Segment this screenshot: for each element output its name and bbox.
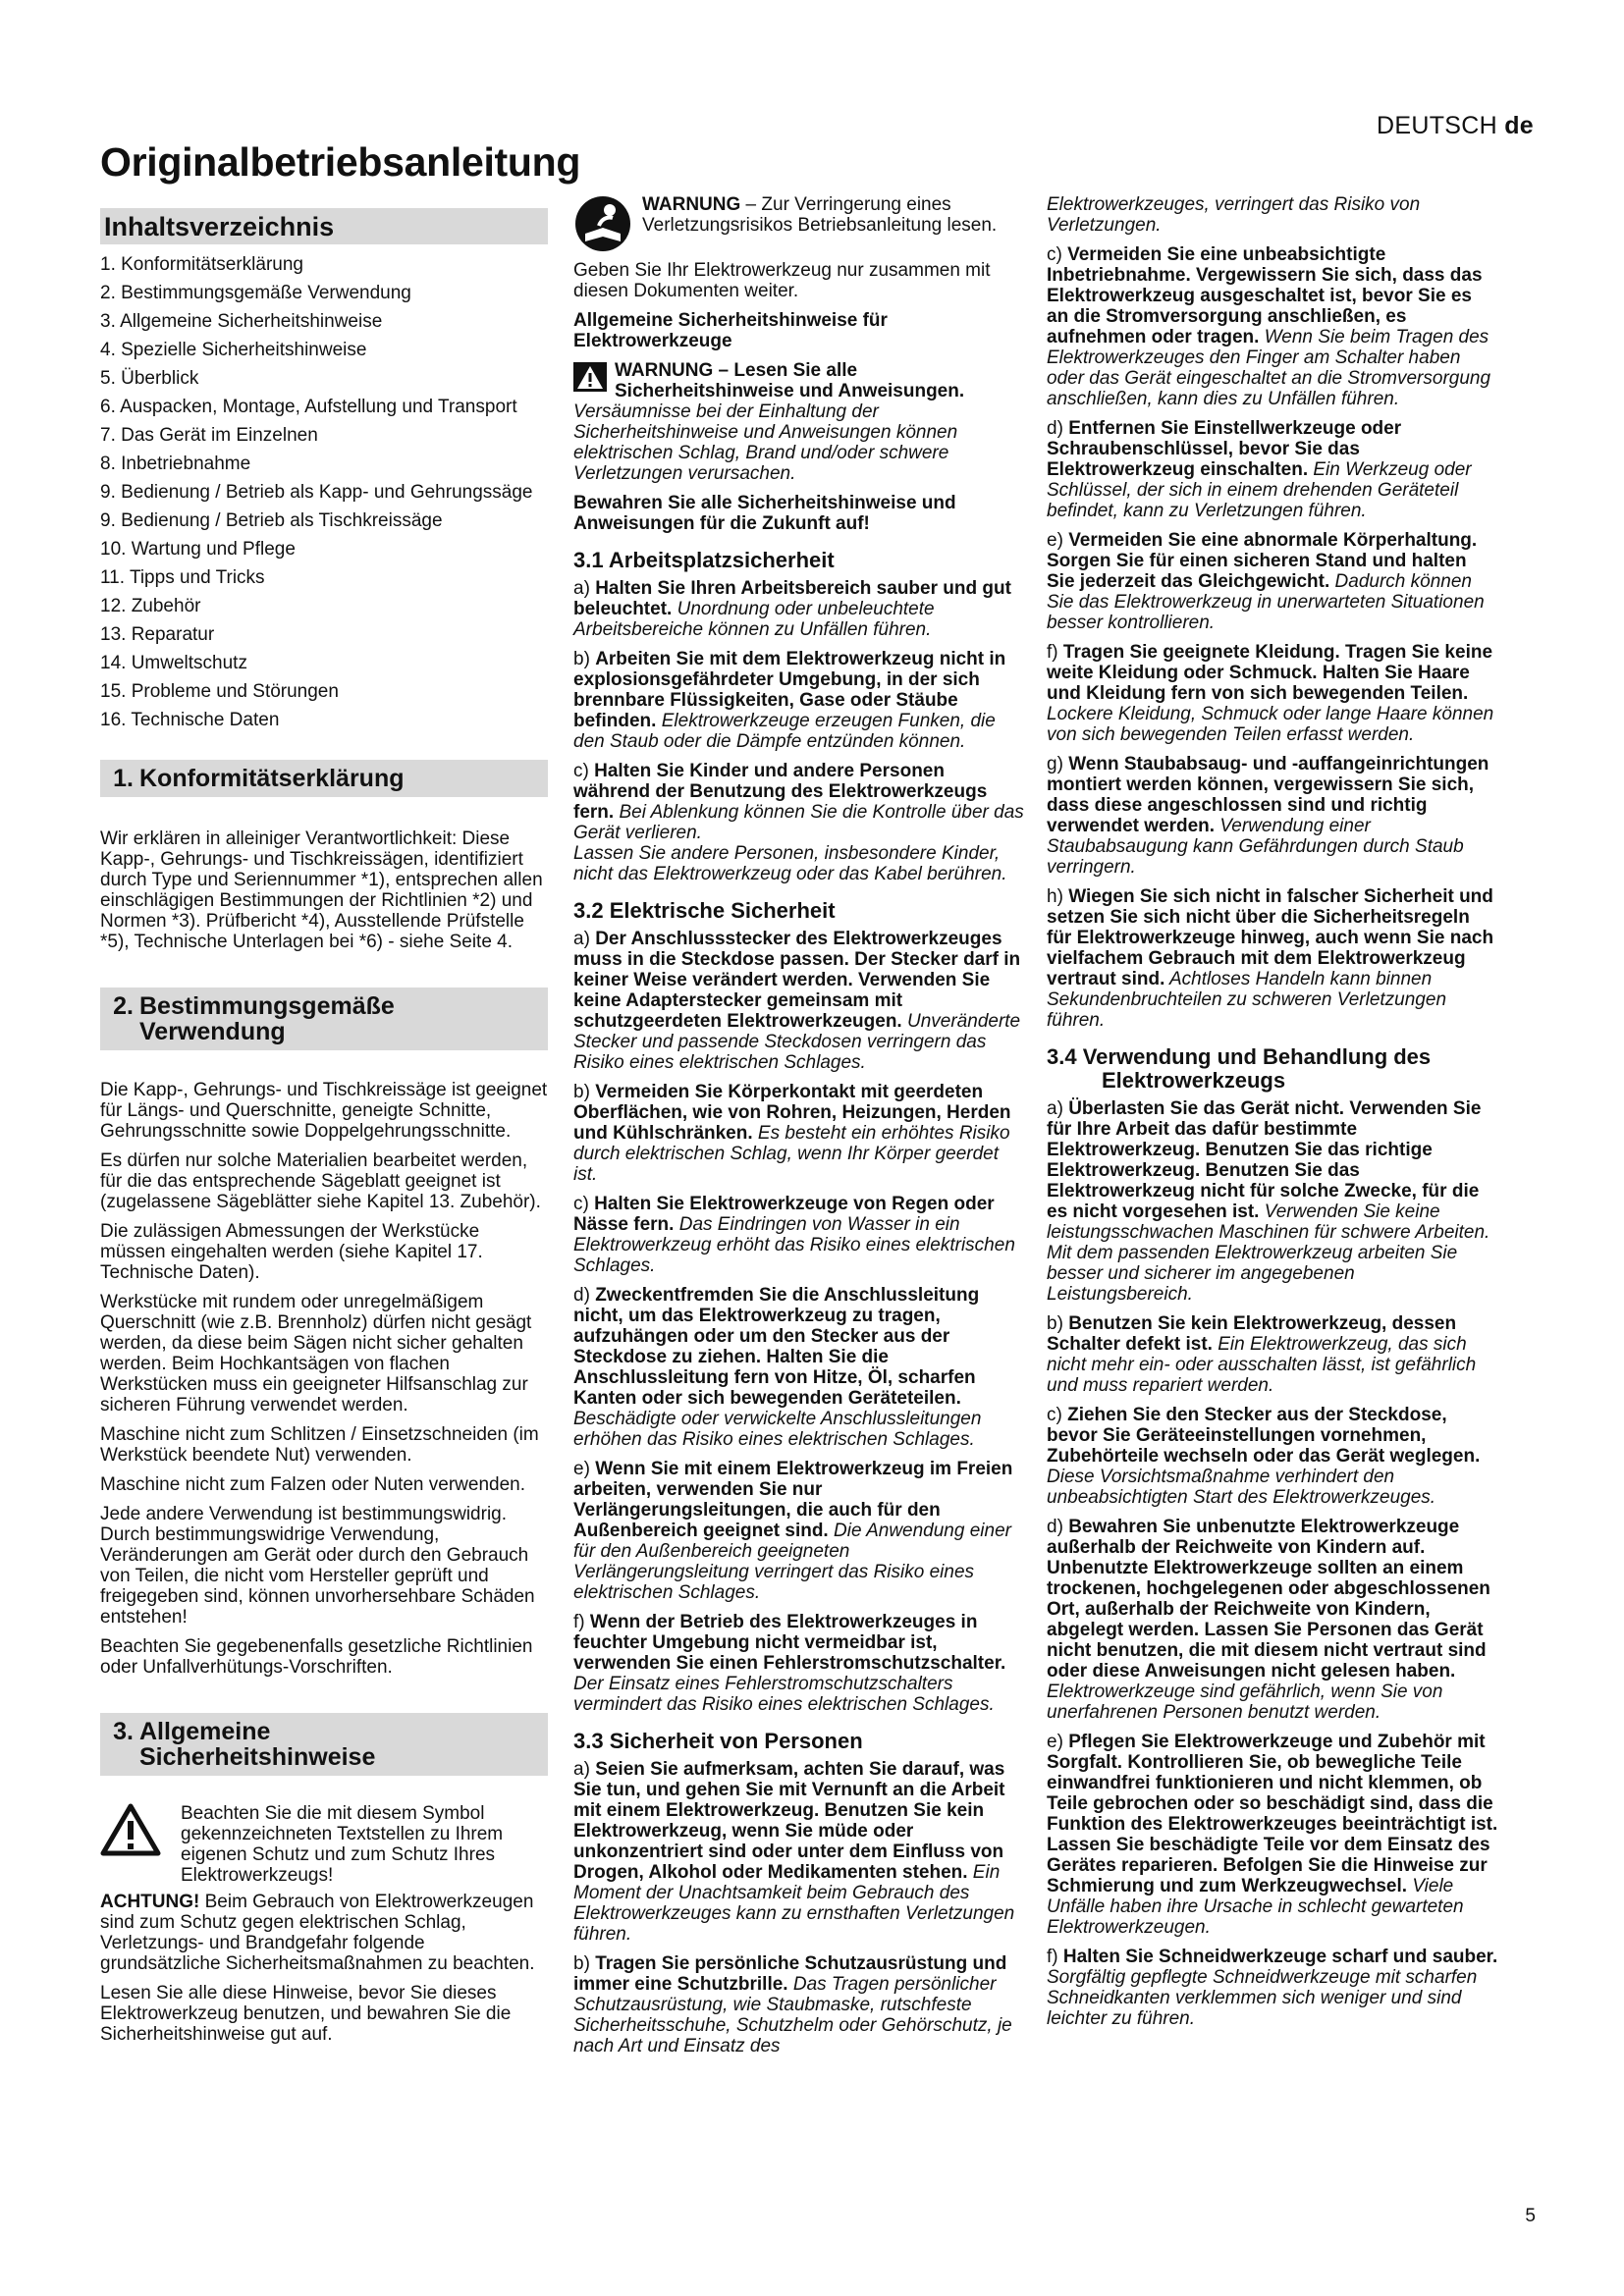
read-all-text: Lesen Sie alle diese Hinweise, bevor Sie dieses Elektrowerkzeug benutzen, und bewahren Sie die Sicherheitshinweise gut auf.	[100, 1983, 512, 2045]
item-letter: b)	[573, 1953, 596, 1974]
toc-item: 9. Bedienung / Betrieb als Tischkreissäge	[100, 510, 443, 531]
general-safety-heading: Allgemeine Sicherheitshinweise für Elektrowerkzeuge	[573, 310, 888, 351]
safety-item	[1047, 642, 1498, 745]
item-bold-text: Seien Sie aufmerksam, achten Sie darauf, was Sie tun, und gehen Sie mit Vernunft an die Arbeit mit einem Elektrowerkzeug. Benutzen Sie kein Elektrowerkzeug, wenn Sie müde oder unkonzentriert sind oder unter dem Einfluss von Drogen, Alkohol oder Medikamenten stehen.	[573, 1759, 1005, 1883]
toc-item: 11. Tipps und Tricks	[100, 567, 265, 588]
item-italic-text: Achtloses Handeln kann binnen Sekundenbruchteilen zu schweren Verletzungen führen.	[1047, 969, 1447, 1031]
intended-use-paragraph: Werkstücke mit rundem oder unregelmäßigem Querschnitt (wie z.B. Brennholz) dürfen nicht gesägt werden, da diese beim Sägen nicht sicher gehalten werden. Beim Hochkantsägen von flachen Werkstücken muss ein geeigneter Hilfsanschlag zur sicheren Führung verwendet werden.	[100, 1292, 532, 1415]
column-1	[100, 194, 548, 2054]
intended-use-paragraph: Die zulässigen Abmessungen der Werkstücke müssen eingehalten werden (siehe Kapitel 17. Technische Daten).	[100, 1221, 483, 1283]
section-3-1-items	[573, 578, 1025, 843]
item-bold-text: Wenn Sie mit einem Elektrowerkzeug im Freien arbeiten, verwenden Sie nur Verlängerungsleitungen, die auch für den Außenbereich geeignet sind.	[573, 1459, 1013, 1541]
column-3	[1047, 194, 1498, 2038]
column-2	[573, 194, 1025, 2065]
intended-use-paragraph: Jede andere Verwendung ist bestimmungswidrig. Durch bestimmungswidrige Verwendung, Veränderungen am Gerät oder durch den Gebrauch von Teilen, die nicht vom Hersteller geprüft und freigegeben sind, können unvorhersehbare Schäden entstehen!	[100, 1504, 535, 1628]
safety-item	[1047, 1517, 1498, 1723]
section-title-line-1: Bestimmungsgemäße	[139, 992, 395, 1020]
item-italic-text: Sorgfältig gepflegte Schneidwerkzeuge mit scharfen Schneidkanten verklemmen sich weniger und sind leichter zu führen.	[1047, 1967, 1478, 2029]
warning-triangle-icon	[573, 362, 607, 397]
toc-item: 5. Überblick	[100, 368, 199, 389]
item-italic-text: Wenn Sie beim Tragen des Elektrowerkzeuges den Finger am Schalter haben oder das Gerät eingeschaltet an die Stromversorgung anschließen, kann dies zu Unfällen führen.	[1047, 327, 1491, 409]
safety-item	[573, 649, 1025, 752]
document-title: Originalbetriebsanleitung	[100, 139, 581, 185]
item-bold-text: Pflegen Sie Elektrowerkzeuge und Zubehör mit Sorgfalt. Kontrollieren Sie, ob bewegliche Teile einwandfrei funktionieren und nicht klemmen, ob Teile gebrochen oder so beschädigt sind, dass die Funktion des Elektrowerkzeuges beeinträchtigt ist. Lassen Sie beschädigte Teile vor dem Einsatz des Gerätes reparieren. Befolgen Sie die Hinweise zur Schmierung und zum Werkzeugwechsel.	[1047, 1732, 1498, 1896]
item-italic-text: Diese Vorsichtsmaßnahme verhindert den unbeabsichtigten Start des Elektrowerkzeuges.	[1047, 1467, 1436, 1508]
item-italic-text: Verwenden Sie keine leistungsschwachen Maschinen für schwere Arbeiten. Mit dem passenden Elektrowerkzeug arbeiten Sie besser und sicherer im angegebenen Leistungsbereich.	[1047, 1201, 1490, 1305]
item-italic-text: Unveränderte Stecker und passende Steckdosen verringern das Risiko eines elektrischen Schlages.	[573, 1011, 1021, 1073]
language-name: DEUTSCH	[1377, 112, 1497, 139]
warning-label: WARNUNG	[642, 194, 741, 215]
section-title: Konformitätserklärung	[139, 765, 405, 792]
item-letter: a)	[1047, 1098, 1069, 1119]
item-letter: b)	[573, 1082, 596, 1102]
toc-item: 10. Wartung und Pflege	[100, 539, 296, 560]
warning-text: – Zur Verringerung eines Verletzungsrisikos Betriebsanleitung lesen.	[642, 194, 998, 236]
pass-on-text: Geben Sie Ihr Elektrowerkzeug nur zusammen mit diesen Dokumenten weiter.	[573, 260, 991, 301]
section-number: 3.	[113, 1718, 134, 1745]
item-letter: a)	[573, 929, 596, 949]
intended-use-text	[100, 1080, 548, 1678]
section-3-2-items	[573, 929, 1025, 1715]
item-letter: f)	[1047, 642, 1063, 663]
item-letter: b)	[573, 649, 596, 669]
achtung-paragraph	[100, 1892, 548, 1974]
toc-item: 12. Zubehör	[100, 596, 201, 616]
section-2-heading	[100, 988, 548, 1050]
item-italic-text: Es besteht ein erhöhtes Risiko durch elektrischen Schlag, wenn Ihr Körper geerdet ist.	[573, 1123, 1010, 1185]
section-title-line-1: Allgemeine	[139, 1718, 271, 1745]
item-italic-text: Unordnung oder unbeleuchtete Arbeitsbereiche können zu Unfällen führen.	[573, 599, 935, 640]
item-italic-text: Dadurch können Sie das Elektrowerkzeug in unerwarteten Situationen besser kontrollieren.	[1047, 571, 1485, 633]
safety-item	[573, 1759, 1025, 1945]
item-italic-text: Das Tragen persönlicher Schutzausrüstung, wie Staubmaske, rutschfeste Sicherheitsschuhe, Schutzhelm oder Gehörschutz, je nach Art und Einsatz des	[573, 1974, 1012, 2056]
conformity-text: Wir erklären in alleiniger Verantwortlichkeit: Diese Kapp-, Gehrungs- und Tischkreissägen, identifiziert durch Type und Seriennummer *1), entsprechen allen einschlägigen Bestimmungen der Richtlinien *2) und Normen *3). Prüfbericht *4), Ausstellende Prüfstelle *5), Technische Unterlagen bei *6) - siehe Seite 4.	[100, 828, 543, 952]
intended-use-paragraph: Maschine nicht zum Falzen oder Nuten verwenden.	[100, 1474, 526, 1495]
section-3-3-heading: 3.3 Sicherheit von Personen	[573, 1729, 863, 1753]
safety-item	[1047, 754, 1498, 878]
section-3-1-extra: Lassen Sie andere Personen, insbesondere Kinder, nicht das Elektrowerkzeug oder das Kabel berühren.	[573, 843, 1007, 884]
section-3-2-heading: 3.2 Elektrische Sicherheit	[573, 898, 836, 923]
item-italic-text: Beschädigte oder verwickelte Anschlussleitungen erhöhen das Risiko eines elektrischen Schlages.	[573, 1409, 982, 1450]
language-label	[1377, 112, 1534, 140]
toc-item: 3. Allgemeine Sicherheitshinweise	[100, 311, 383, 332]
safety-item	[1047, 530, 1498, 633]
item-bold-text: Tragen Sie geeignete Kleidung. Tragen Sie keine weite Kleidung oder Schmuck. Halten Sie Haare und Kleidung fern von sich bewegenden Teilen.	[1047, 642, 1493, 704]
item-letter: g)	[1047, 754, 1069, 774]
item-bold-text: Tragen Sie persönliche Schutzausrüstung und immer eine Schutzbrille.	[573, 1953, 1007, 1995]
achtung-label: ACHTUNG!	[100, 1892, 200, 1912]
item-italic-text: Elektrowerkzeuge erzeugen Funken, die den Staub oder die Dämpfe entzünden können.	[573, 711, 996, 752]
item-bold-text: Überlasten Sie das Gerät nicht. Verwenden Sie für Ihre Arbeit das dafür bestimmte Elektrowerkzeug. Benutzen Sie das richtige Elektrowerkzeug. Benutzen Sie das Elektrowerkzeug nicht für solche Zwecke, für die es nicht vorgesehen ist.	[1047, 1098, 1482, 1222]
item-bold-text: Entfernen Sie Einstellwerkzeuge oder Schraubenschlüssel, bevor Sie das Elektrowerkzeug einschalten.	[1047, 418, 1402, 480]
section-title-line-1: 3.4 Verwendung und Behandlung des	[1047, 1044, 1432, 1069]
safety-item	[573, 1285, 1025, 1450]
safety-item	[1047, 1947, 1498, 2029]
intended-use-paragraph: Beachten Sie gegebenenfalls gesetzliche Richtlinien oder Unfallverhütungs-Vorschriften.	[100, 1636, 533, 1678]
item-italic-text: Das Eindringen von Wasser in ein Elektrowerkzeug erhöht das Risiko eines elektrischen Schlages.	[573, 1214, 1015, 1276]
section-number: 1.	[113, 765, 134, 792]
item-letter: c)	[1047, 1405, 1068, 1425]
intended-use-paragraph: Maschine nicht zum Schlitzen / Einsetzschneiden (im Werkstück beendete Nut) verwenden.	[100, 1424, 539, 1466]
item-bold-text: Arbeiten Sie mit dem Elektrowerkzeug nicht in explosionsgefährdeter Umgebung, in der sich brennbare Flüssigkeiten, Gase oder Stäube befinden.	[573, 649, 1006, 731]
section-1-heading	[100, 760, 548, 797]
intended-use-paragraph: Es dürfen nur solche Materialien bearbeitet werden, für die das entsprechende Sägeblatt geeignet ist (zugelassene Sägeblätter siehe Kapitel 13. Zubehör).	[100, 1150, 541, 1212]
toc-item: 1. Konformitätserklärung	[100, 254, 303, 275]
toc-item: 2. Bestimmungsgemäße Verwendung	[100, 283, 411, 303]
item-italic-text: Ein Werkzeug oder Schlüssel, der sich in einem drehenden Geräteteil befindet, kann zu Verletzungen führen.	[1047, 459, 1472, 521]
toc-item: 15. Probleme und Störungen	[100, 681, 339, 702]
item-letter: c)	[573, 1194, 595, 1214]
safety-item	[1047, 244, 1498, 409]
item-italic-text: Lockere Kleidung, Schmuck oder lange Haare können von sich bewegenden Teilen erfasst werden.	[1047, 704, 1494, 745]
safety-item	[573, 1612, 1025, 1715]
toc-item: 6. Auspacken, Montage, Aufstellung und Transport	[100, 397, 517, 417]
item-letter: d)	[1047, 418, 1069, 439]
item-letter: f)	[1047, 1947, 1063, 1967]
item-italic-text: Viele Unfälle haben ihre Ursache in schlecht gewarteten Elektrowerkzeugen.	[1047, 1876, 1464, 1938]
safety-item	[573, 1082, 1025, 1185]
manual-warning-text	[642, 194, 1025, 236]
read-manual-icon	[573, 194, 632, 258]
section-3-3-items-cont	[1047, 244, 1498, 1031]
item-bold-text: Halten Sie Schneidwerkzeuge scharf und sauber.	[1062, 1947, 1498, 1967]
item-bold-text: Halten Sie Elektrowerkzeuge von Regen oder Nässe fern.	[573, 1194, 995, 1235]
item-letter: d)	[573, 1285, 596, 1306]
item-italic-text: Elektrowerkzeuge sind gefährlich, wenn Sie von unerfahrenen Personen benutzt werden.	[1047, 1682, 1443, 1723]
item-letter: c)	[1047, 244, 1068, 265]
safety-item	[573, 929, 1025, 1073]
section-title-line-2: Elektrowerkzeugs	[1102, 1068, 1286, 1093]
item-bold-text: Ziehen Sie den Stecker aus der Steckdose, bevor Sie Geräteeinstellungen vornehmen, Zubehörteile wechseln oder das Gerät weglegen.	[1047, 1405, 1481, 1467]
language-code: de	[1504, 112, 1534, 139]
toc-item: 4. Spezielle Sicherheitshinweise	[100, 340, 367, 360]
item-letter: a)	[573, 578, 596, 599]
item-bold-text: Wiegen Sie sich nicht in falscher Sicherheit und setzen Sie sich nicht über die Sicherheitsregeln für Elektrowerkzeuge hinweg, auch wenn Sie nach vielfachem Gebrauch mit dem Elektrowerkzeug vertraut sind.	[1047, 886, 1494, 989]
item-bold-text: Halten Sie Ihren Arbeitsbereich sauber und gut beleuchtet.	[573, 578, 1011, 619]
item-letter: c)	[573, 761, 595, 781]
safety-item	[1047, 1732, 1498, 1938]
item-bold-text: Benutzen Sie kein Elektrowerkzeug, dessen Schalter defekt ist.	[1047, 1313, 1457, 1355]
section-3-1-heading: 3.1 Arbeitsplatzsicherheit	[573, 548, 835, 572]
page-number: 5	[1525, 2206, 1536, 2226]
table-of-contents	[100, 254, 548, 730]
item-bold-text: Vermeiden Sie Körperkontakt mit geerdeten Oberflächen, wie von Rohren, Heizungen, Herden und Kühlschränken.	[573, 1082, 1011, 1144]
item-letter: f)	[573, 1612, 590, 1632]
safety-item	[1047, 1405, 1498, 1508]
toc-item: 14. Umweltschutz	[100, 653, 247, 673]
safety-item	[573, 578, 1025, 640]
item-bold-text: Halten Sie Kinder und andere Personen während der Benutzung des Elektrowerkzeugs fern.	[573, 761, 988, 823]
keep-instructions-text: Bewahren Sie alle Sicherheitshinweise und Anweisungen für die Zukunft auf!	[573, 493, 956, 534]
toc-item: 7. Das Gerät im Einzelnen	[100, 425, 318, 446]
warning-triangle-icon	[100, 1803, 161, 1861]
item-italic-text: Ein Elektrowerkzeug, das sich nicht mehr ein- oder ausschalten lässt, ist gefährlich und muss repariert werden.	[1047, 1334, 1477, 1396]
toc-item: 9. Bedienung / Betrieb als Kapp- und Gehrungssäge	[100, 482, 533, 503]
safety-item	[1047, 1313, 1498, 1396]
safety-item	[573, 1953, 1025, 2056]
section-3-4-items	[1047, 1098, 1498, 2029]
item-italic-text: Der Einsatz eines Fehlerstromschutzschalters vermindert das Risiko eines elektrischen Schlages.	[573, 1674, 995, 1715]
item-bold-text: Vermeiden Sie eine abnormale Körperhaltung. Sorgen Sie für einen sicheren Stand und halten Sie jederzeit das Gleichgewicht.	[1047, 530, 1478, 592]
intended-use-paragraph: Die Kapp-, Gehrungs- und Tischkreissäge ist geeignet für Längs- und Querschnitte, geneigte Schnitte, Gehrungsschnitte sowie Doppelgehrungsschnitte.	[100, 1080, 548, 1142]
section-3-3-continued: Elektrowerkzeuges, verringert das Risiko von Verletzungen.	[1047, 194, 1421, 236]
safety-item	[1047, 1098, 1498, 1305]
section-3-4-heading	[1047, 1045, 1498, 1093]
item-letter: e)	[573, 1459, 596, 1479]
section-title-line-2: Verwendung	[139, 1018, 286, 1045]
safety-item	[573, 761, 1025, 843]
item-italic-text: Ein Moment der Unachtsamkeit beim Gebrauch des Elektrowerkzeuges kann zu ernsthaften Verletzungen führen.	[573, 1862, 1015, 1945]
item-letter: e)	[1047, 530, 1069, 551]
item-bold-text: Bewahren Sie unbenutzte Elektrowerkzeuge außerhalb der Reichweite von Kindern auf. Unbenutzte Elektrowerkzeuge sollten an einem trockenen, hochgelegenen oder abgeschlossenen Ort, außerhalb der Reichweite von Kindern, abgelegt werden. Lassen Sie Personen das Gerät nicht benutzen, die mit diesem nicht vertraut sind oder diese Anweisungen nicht gelesen haben.	[1047, 1517, 1490, 1682]
toc-item: 16. Technische Daten	[100, 710, 280, 730]
safety-item	[1047, 886, 1498, 1031]
item-letter: e)	[1047, 1732, 1069, 1752]
safety-item	[573, 1194, 1025, 1276]
item-italic-text: Verwendung einer Staubabsaugung kann Gefährdungen durch Staub verringern.	[1047, 816, 1464, 878]
toc-heading: Inhaltsverzeichnis	[100, 208, 548, 244]
section-title-line-2: Sicherheitshinweise	[139, 1743, 376, 1771]
symbol-note	[100, 1803, 548, 1886]
toc-item: 8. Inbetriebnahme	[100, 454, 251, 474]
item-bold-text: Der Anschlussstecker des Elektrowerkzeuges muss in die Steckdose passen. Der Stecker darf in keiner Weise verändert werden. Verwenden Sie keine Adapterstecker gemeinsam mit schutzgeerdeten Elektrowerkzeugen.	[573, 929, 1021, 1032]
item-italic-text: Die Anwendung einer für den Außenbereich geeigneten Verlängerungsleitung verringert das Risiko eines elektrischen Schlages.	[573, 1521, 1011, 1603]
safety-item	[1047, 418, 1498, 521]
section-number: 2.	[113, 992, 134, 1020]
read-warning	[573, 360, 1025, 484]
safety-item	[573, 1459, 1025, 1603]
section-3-heading	[100, 1713, 548, 1776]
warning-read-bold: WARNUNG – Lesen Sie alle Sicherheitshinweise und Anweisungen.	[615, 360, 965, 401]
item-bold-text: Wenn Staubabsaug- und -auffangeinrichtungen montiert werden können, vergewissern Sie sich, dass diese angeschlossen sind und richtig verwendet werden.	[1047, 754, 1489, 836]
item-italic-text: Bei Ablenkung können Sie die Kontrolle über das Gerät verlieren.	[573, 802, 1024, 843]
item-bold-text: Zweckentfremden Sie die Anschlussleitung nicht, um das Elektrowerkzeug zu tragen, aufzuhängen oder um den Stecker aus der Steckdose zu ziehen. Halten Sie die Anschlussleitung fern von Hitze, Öl, scharfen Kanten oder sich bewegenden Geräteteilen.	[573, 1285, 980, 1409]
item-letter: h)	[1047, 886, 1069, 907]
toc-item: 13. Reparatur	[100, 624, 215, 645]
item-letter: b)	[1047, 1313, 1069, 1334]
item-letter: a)	[573, 1759, 596, 1780]
warning-read-italic: Versäumnisse bei der Einhaltung der Sicherheitshinweise und Anweisungen können elektrischen Schlag, Brand und/oder schwere Verletzungen verursachen.	[573, 401, 958, 484]
symbol-note-text: Beachten Sie die mit diesem Symbol gekennzeichneten Textstellen zu Ihrem eigenen Schutz und zum Schutz Ihres Elektrowerkzeugs!	[181, 1803, 504, 1886]
section-3-3-items	[573, 1759, 1025, 2056]
item-bold-text: Wenn der Betrieb des Elektrowerkzeuges in feuchter Umgebung nicht vermeidbar ist, verwenden Sie einen Fehlerstromschutzschalter.	[573, 1612, 1006, 1674]
item-letter: d)	[1047, 1517, 1069, 1537]
item-bold-text: Vermeiden Sie eine unbeabsichtigte Inbetriebnahme. Vergewissern Sie sich, dass das Elektrowerkzeug ausgeschaltet ist, bevor Sie es an die Stromversorgung anschließen, es aufnehmen oder tragen.	[1047, 244, 1483, 347]
manual-warning	[573, 194, 1025, 258]
achtung-text: Beim Gebrauch von Elektrowerkzeugen sind zum Schutz gegen elektrischen Schlag, Verletzungs- und Brandgefahr folgende grundsätzliche Sicherheitsmaßnahmen zu beachten.	[100, 1892, 535, 1974]
